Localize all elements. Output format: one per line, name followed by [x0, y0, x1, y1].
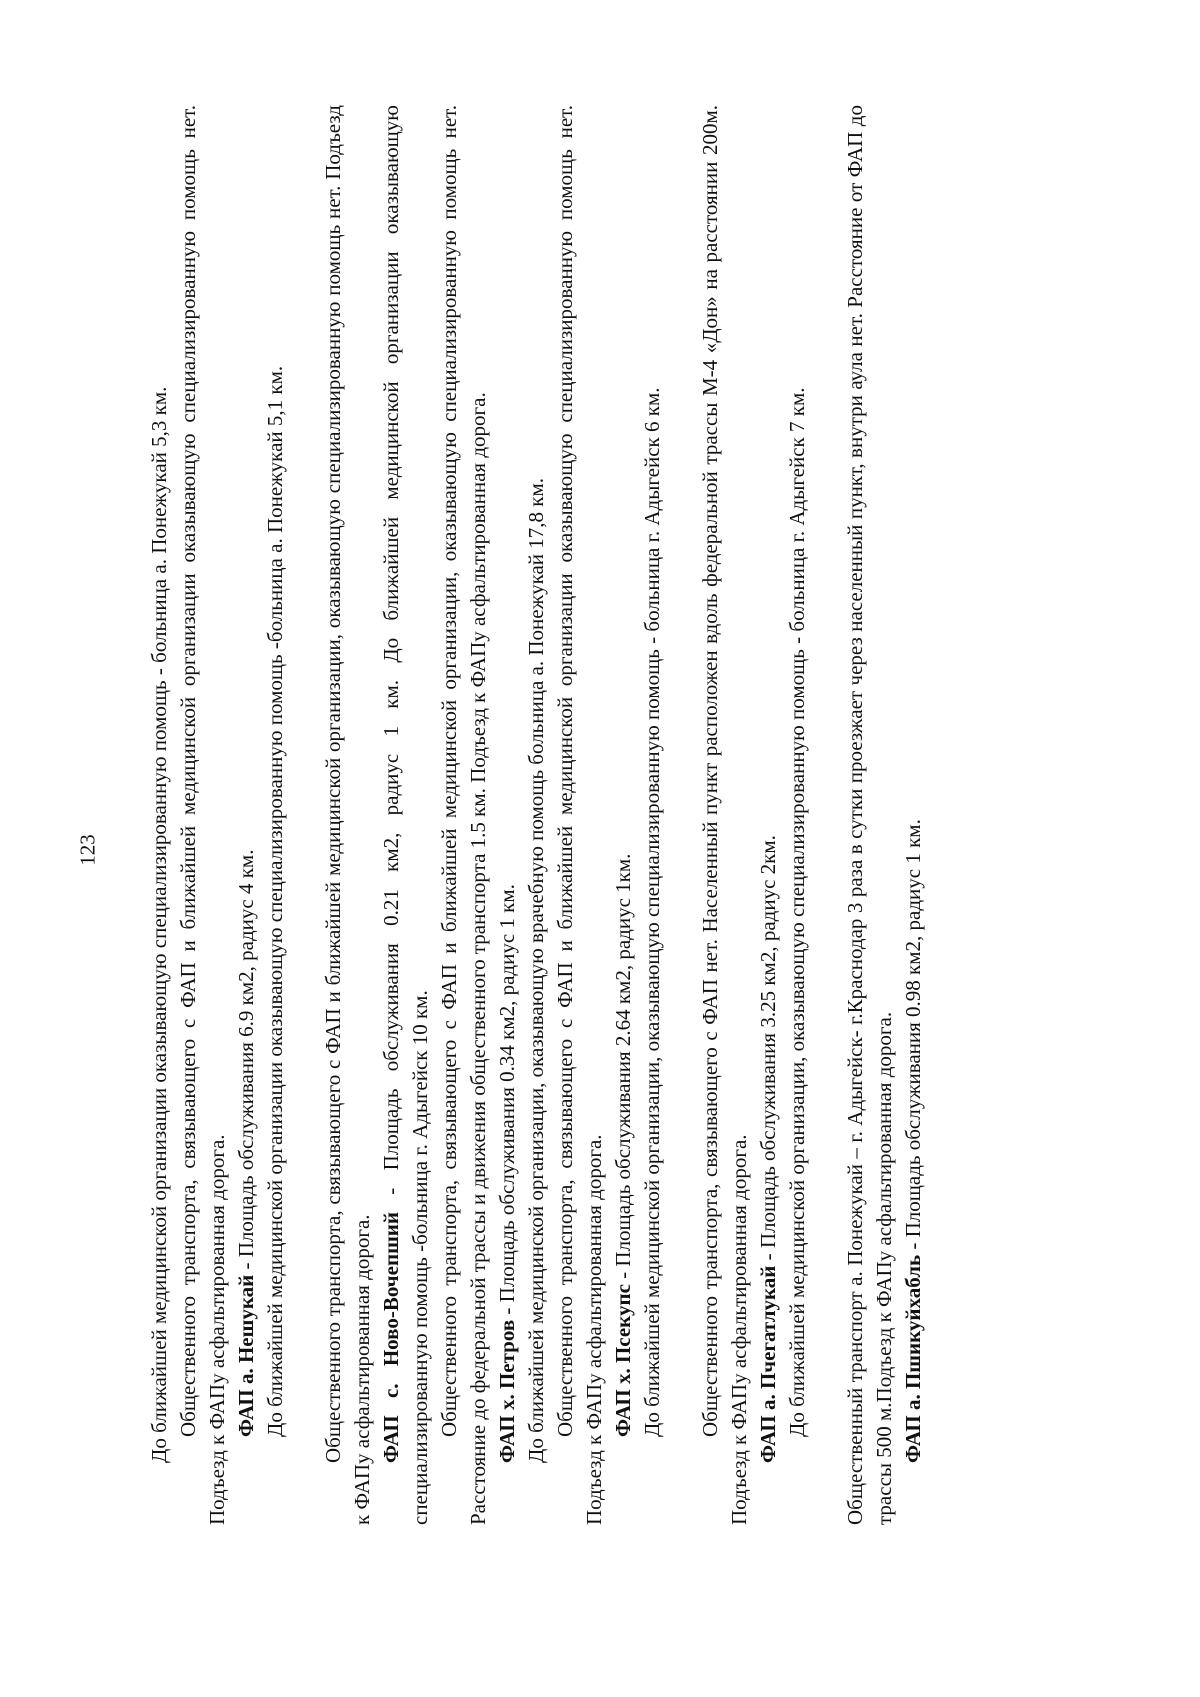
paragraph-transport-1: Общественного транспорта, связывающего с ФАП и ближайшей медицинской организации оказывающую специализированную помощь нет. Подъезд к ФАПу асфальтированная дорога.: [176, 105, 229, 1525]
paragraph-fap-neshukay: ФАП а. Нешукай - Площадь обслуживания 6.9 км2, радиус 4 км.: [234, 849, 258, 1437]
paragraph-fap-pshikuykhabl: ФАП а. Пшикуйхабль - Площадь обслуживания 0.98 км2, радиус 1 км.: [901, 819, 925, 1463]
paragraph-fap-petrov: ФАП х. Петров - Площадь обслуживания 0.34 км2, радиус 1 км.: [495, 884, 519, 1463]
paragraph-petrov-nearest: До ближайшей медицинской организации, оказывающую врачебную помощь больница а. Понежукай 17,8 км.: [524, 477, 548, 1463]
paragraph-fap-psekups: ФАП х. Псекупс - Площадь обслуживания 2.64 км2, радиус 1км.: [611, 853, 635, 1437]
paragraph-transport-6: Общественный транспорт а. Понежукай – г. Адыгейск- г.Краснодар 3 раза в сутки проезжает через населенный пункт, внутри аула нет. Расстояние от ФАП до трассы 500 м.Подъезд к ФАПу асфальтированная дорога.: [843, 105, 896, 1525]
paragraph-pchegatlukay-nearest: До ближайшей медицинской организации, оказывающую специализированную помощь - больница г. Адыгейск 7 км.: [785, 387, 809, 1437]
paragraph-transport-4: Общественного транспорта, связывающего с ФАП и ближайшей медицинской организации оказывающую специализированную помощь нет. Подъезд к ФАПу асфальтированная дорога.: [553, 105, 606, 1525]
page-number-text: 123: [75, 834, 100, 866]
paragraph-transport-3: Общественного транспорта, связывающего с ФАП и ближайшей медицинской организации, оказывающую специализированную помощь нет. Расстояние до федеральной трассы и движения общественного транспорта 1.5 км. Подъезд к ФАПу асфальтированная дорога.: [437, 105, 490, 1525]
document-body: [145, 105, 928, 1525]
paragraph-neshukay-nearest: До ближайшей медицинской организации оказывающую специализированную помощь -больница а. Понежукай 5,1 км.: [263, 365, 287, 1437]
paragraph-fap-pchegatlukay: ФАП а. Пчегатлукай - Площадь обслуживания 3.25 км2, радиус 2км.: [756, 835, 780, 1463]
paragraph-psekups-nearest: До ближайшей медицинской организации, оказывающую специализированную помощь - больница г. Адыгейск 6 км.: [640, 387, 664, 1437]
paragraph-intro-nearest: До ближайшей медицинской организации оказывающую специализированную помощь - больница а. Понежукай 5,3 км.: [147, 386, 171, 1463]
paragraph-fap-novo-vocheply: ФАП с. Ново-Вочепший - Площадь обслуживания 0.21 км2, радиус 1 км. До ближайшей медицинской организации оказывающую специализированную помощь -больница г. Адыгейск 10 км.: [379, 105, 432, 1525]
paragraph-transport-5: Общественного транспорта, связывающего с ФАП нет. Населенный пункт расположен вдоль федеральной трассы М-4 «Дон» на расстоянии 200м. Подъезд к ФАПу асфальтированная дорога.: [698, 105, 751, 1525]
paragraph-transport-2: Общественного транспорта, связывающего с ФАП и ближайшей медицинской организации, оказывающую специализированную помощь нет. Подъезд к ФАПу асфальтированная дорога.: [321, 105, 374, 1525]
